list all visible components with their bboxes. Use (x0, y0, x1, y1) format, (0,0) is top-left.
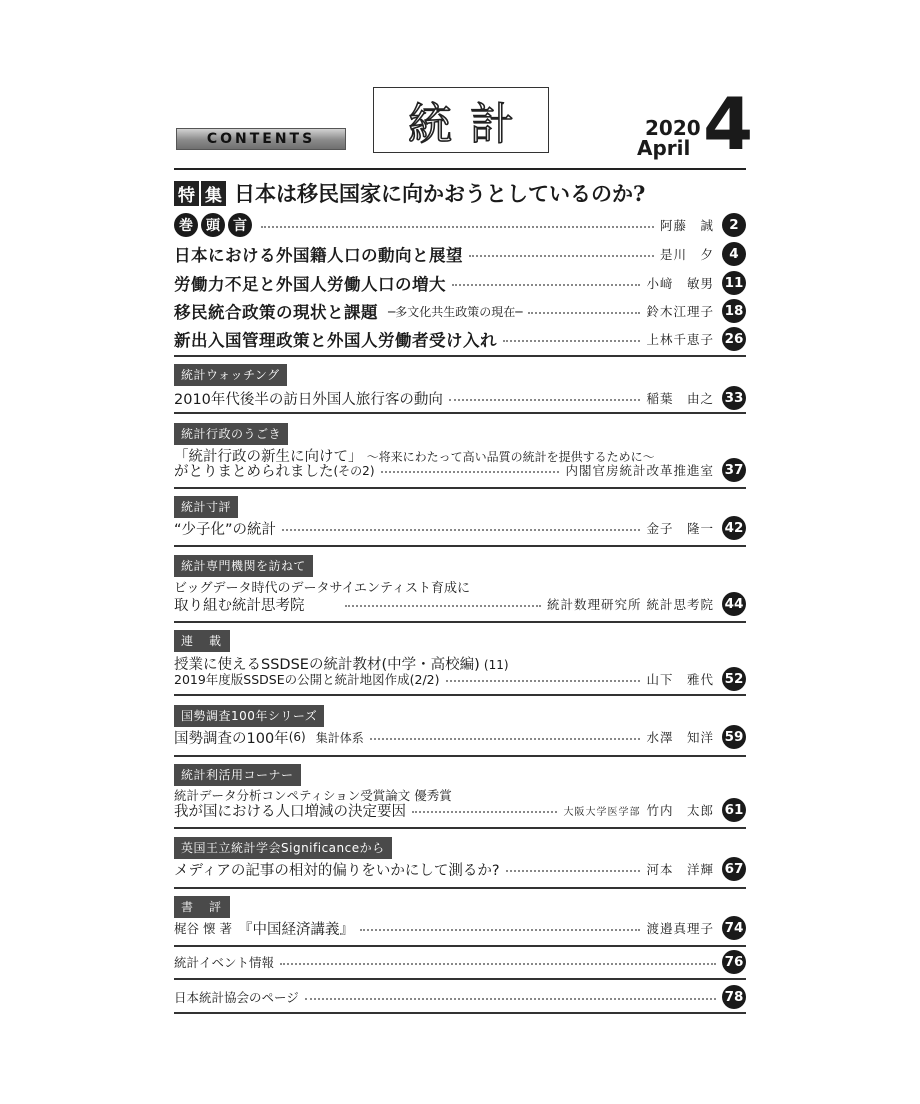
feature-tag-2: 集 (201, 181, 226, 206)
toc-entry[interactable] (174, 591, 746, 617)
author: 小﨑 敏男 (646, 276, 714, 291)
section-rule (174, 355, 746, 357)
article-title: 日本統計協会のページ (174, 990, 299, 1005)
article-title-line2: がとりまとめられました (174, 463, 334, 480)
toc-entry[interactable] (174, 515, 746, 541)
article-title: 労働力不足と外国人労働人口の増大 (174, 275, 446, 294)
article-part: (6) (288, 730, 306, 744)
author: 水澤 知洋 (646, 730, 714, 745)
contents-label: CONTENTS (206, 131, 316, 147)
article-title: 授業に使えるSSDSEの統計教材(中学・高校編) (174, 657, 480, 673)
leader-dots (381, 471, 560, 473)
section-statistics-administration (174, 423, 746, 480)
section-serial (174, 630, 746, 687)
book-author: 梶谷 懐 著 (174, 921, 232, 936)
section-label: 連 載 (174, 630, 230, 652)
section-institution-visit (174, 555, 746, 614)
leader-dots (305, 998, 716, 1000)
article-part: (その2) (333, 463, 375, 478)
author: 金子 隆一 (646, 521, 714, 536)
toc-entry[interactable] (174, 457, 746, 483)
leader-dots (528, 312, 640, 314)
page-number: 42 (722, 516, 746, 540)
page-number: 78 (722, 985, 746, 1009)
toc-entry[interactable] (174, 949, 746, 975)
author: 鈴木江理子 (646, 304, 714, 319)
article-subtitle: ─多文化共生政策の現在─ (388, 304, 523, 319)
author: 是川 夕 (659, 247, 714, 262)
article-title-line1: ビッグデータ時代のデータサイエンティスト育成に (174, 581, 471, 596)
article-title: 日本における外国籍人口の動向と展望 (174, 246, 463, 265)
article-title: “少子化”の統計 (174, 521, 277, 538)
section-rule (174, 978, 746, 980)
issue-number: 4 (703, 82, 754, 166)
toc-entry[interactable] (174, 270, 746, 296)
magazine-title-box (373, 87, 549, 153)
page-number: 2 (722, 213, 746, 237)
page-number: 4 (722, 242, 746, 266)
toc-entry[interactable] (174, 298, 746, 324)
section-label: 統計専門機関を訪ねて (174, 555, 313, 577)
article-subtitle: 集計体系 (315, 730, 364, 745)
section-rule (174, 694, 746, 696)
toc-entry[interactable] (174, 666, 746, 692)
leader-dots (412, 811, 557, 813)
section-label: 統計利活用コーナー (174, 764, 301, 786)
article-title: 「統計行政の新生に向けて」 (174, 449, 363, 465)
section-label: 英国王立統計学会Significanceから (174, 837, 392, 859)
article-part: (11) (483, 658, 509, 672)
section-label: 統計ウォッチング (174, 364, 287, 386)
toc-entry[interactable] (174, 241, 746, 267)
author: 稲葉 由之 (646, 391, 714, 406)
section-rule (174, 621, 746, 623)
leader-dots (282, 529, 640, 531)
leader-dots (452, 284, 640, 286)
page-number: 26 (722, 327, 746, 351)
foreword-title (174, 213, 255, 237)
article-title: メディアの記事の相対的偏りをいかにして測るか? (174, 862, 500, 879)
page-number: 76 (722, 950, 746, 974)
toc-entry[interactable] (174, 326, 746, 352)
author: 内閣官房統計改革推進室 (565, 463, 714, 478)
article-title: 国勢調査の100年 (174, 730, 289, 747)
toc-entry[interactable] (174, 212, 746, 238)
section-rule (174, 755, 746, 757)
leader-dots (506, 870, 641, 872)
section-rule (174, 487, 746, 489)
issue-month: April (637, 136, 691, 160)
leader-dots (469, 255, 654, 257)
section-label: 統計行政のうごき (174, 423, 288, 445)
foreword-char: 言 (228, 213, 252, 237)
section-label: 国勢調査100年シリーズ (174, 705, 324, 727)
leader-dots (449, 399, 641, 401)
section-rule (174, 827, 746, 829)
leader-dots (446, 680, 641, 682)
article-title: 新出入国管理政策と外国人労働者受け入れ (174, 331, 497, 350)
author: 山下 雅代 (646, 672, 714, 687)
section-book-review (174, 896, 746, 938)
leader-dots (370, 738, 641, 740)
article-title: 統計イベント情報 (174, 955, 275, 970)
author: 阿藤 誠 (659, 218, 714, 233)
section-statistics-watching (174, 364, 746, 408)
article-title: 移民統合政策の現状と課題 (174, 303, 378, 322)
article-subtitle: 〜将来にわたって高い品質の統計を提供するために〜 (366, 450, 655, 464)
foreword-char: 巻 (174, 213, 198, 237)
leader-dots (261, 226, 654, 228)
article-subtitle: 2019年度版SSDSEの公開と統計地図作成(2/2) (174, 672, 440, 687)
feature-heading (174, 178, 645, 208)
author: 上林千恵子 (646, 332, 714, 347)
issue-year: 2020 (645, 116, 701, 140)
page-number: 37 (722, 458, 746, 482)
leader-dots (360, 929, 641, 931)
author: 渡邉真理子 (646, 921, 714, 936)
section-utilization-corner (174, 764, 746, 820)
toc-entry[interactable] (174, 724, 746, 750)
toc-entry[interactable] (174, 915, 746, 941)
article-title: 我が国における人口増減の決定要因 (174, 803, 406, 820)
page-number: 61 (722, 798, 746, 822)
author: 竹内 太郎 (646, 803, 714, 818)
header-rule (174, 168, 746, 170)
author-affiliation: 大阪大学医学部 (563, 806, 641, 818)
toc-entry[interactable] (174, 385, 746, 411)
section-statistics-review (174, 496, 746, 538)
article-title-line1: 統計データ分析コンペティション受賞論文 優秀賞 (174, 788, 452, 803)
page-number: 67 (722, 857, 746, 881)
contents-label-bar (176, 128, 346, 150)
leader-dots (280, 963, 716, 965)
page-number: 11 (722, 271, 746, 295)
page-number: 52 (722, 667, 746, 691)
section-significance (174, 837, 746, 879)
foreword-char: 頭 (201, 213, 225, 237)
page-number: 18 (722, 299, 746, 323)
section-label: 統計寸評 (174, 496, 238, 518)
article-title-line2: 取り組む統計思考院 (174, 597, 305, 614)
section-rule (174, 887, 746, 889)
toc-entry[interactable] (174, 856, 746, 882)
page-number: 74 (722, 916, 746, 940)
feature-title: 日本は移民国家に向かおうとしているのか? (234, 181, 646, 206)
author: 河本 洋輝 (646, 862, 714, 877)
toc-entry[interactable] (174, 984, 746, 1010)
toc-entry[interactable] (174, 797, 746, 823)
section-census-series (174, 705, 746, 747)
leader-dots (345, 605, 542, 607)
page-number: 33 (722, 386, 746, 410)
page-number: 44 (722, 592, 746, 616)
book-title: 『中国経済講義』 (237, 921, 354, 938)
magazine-title: 統計 (408, 99, 532, 150)
section-rule (174, 545, 746, 547)
author: 統計数理研究所 統計思考院 (547, 597, 714, 612)
section-rule (174, 945, 746, 947)
section-rule (174, 412, 746, 414)
section-rule (174, 1012, 746, 1014)
article-title: 2010年代後半の訪日外国人旅行客の動向 (174, 391, 443, 408)
page-number: 59 (722, 725, 746, 749)
section-label: 書 評 (174, 896, 230, 918)
feature-tag-1: 特 (174, 181, 199, 206)
leader-dots (503, 340, 640, 342)
